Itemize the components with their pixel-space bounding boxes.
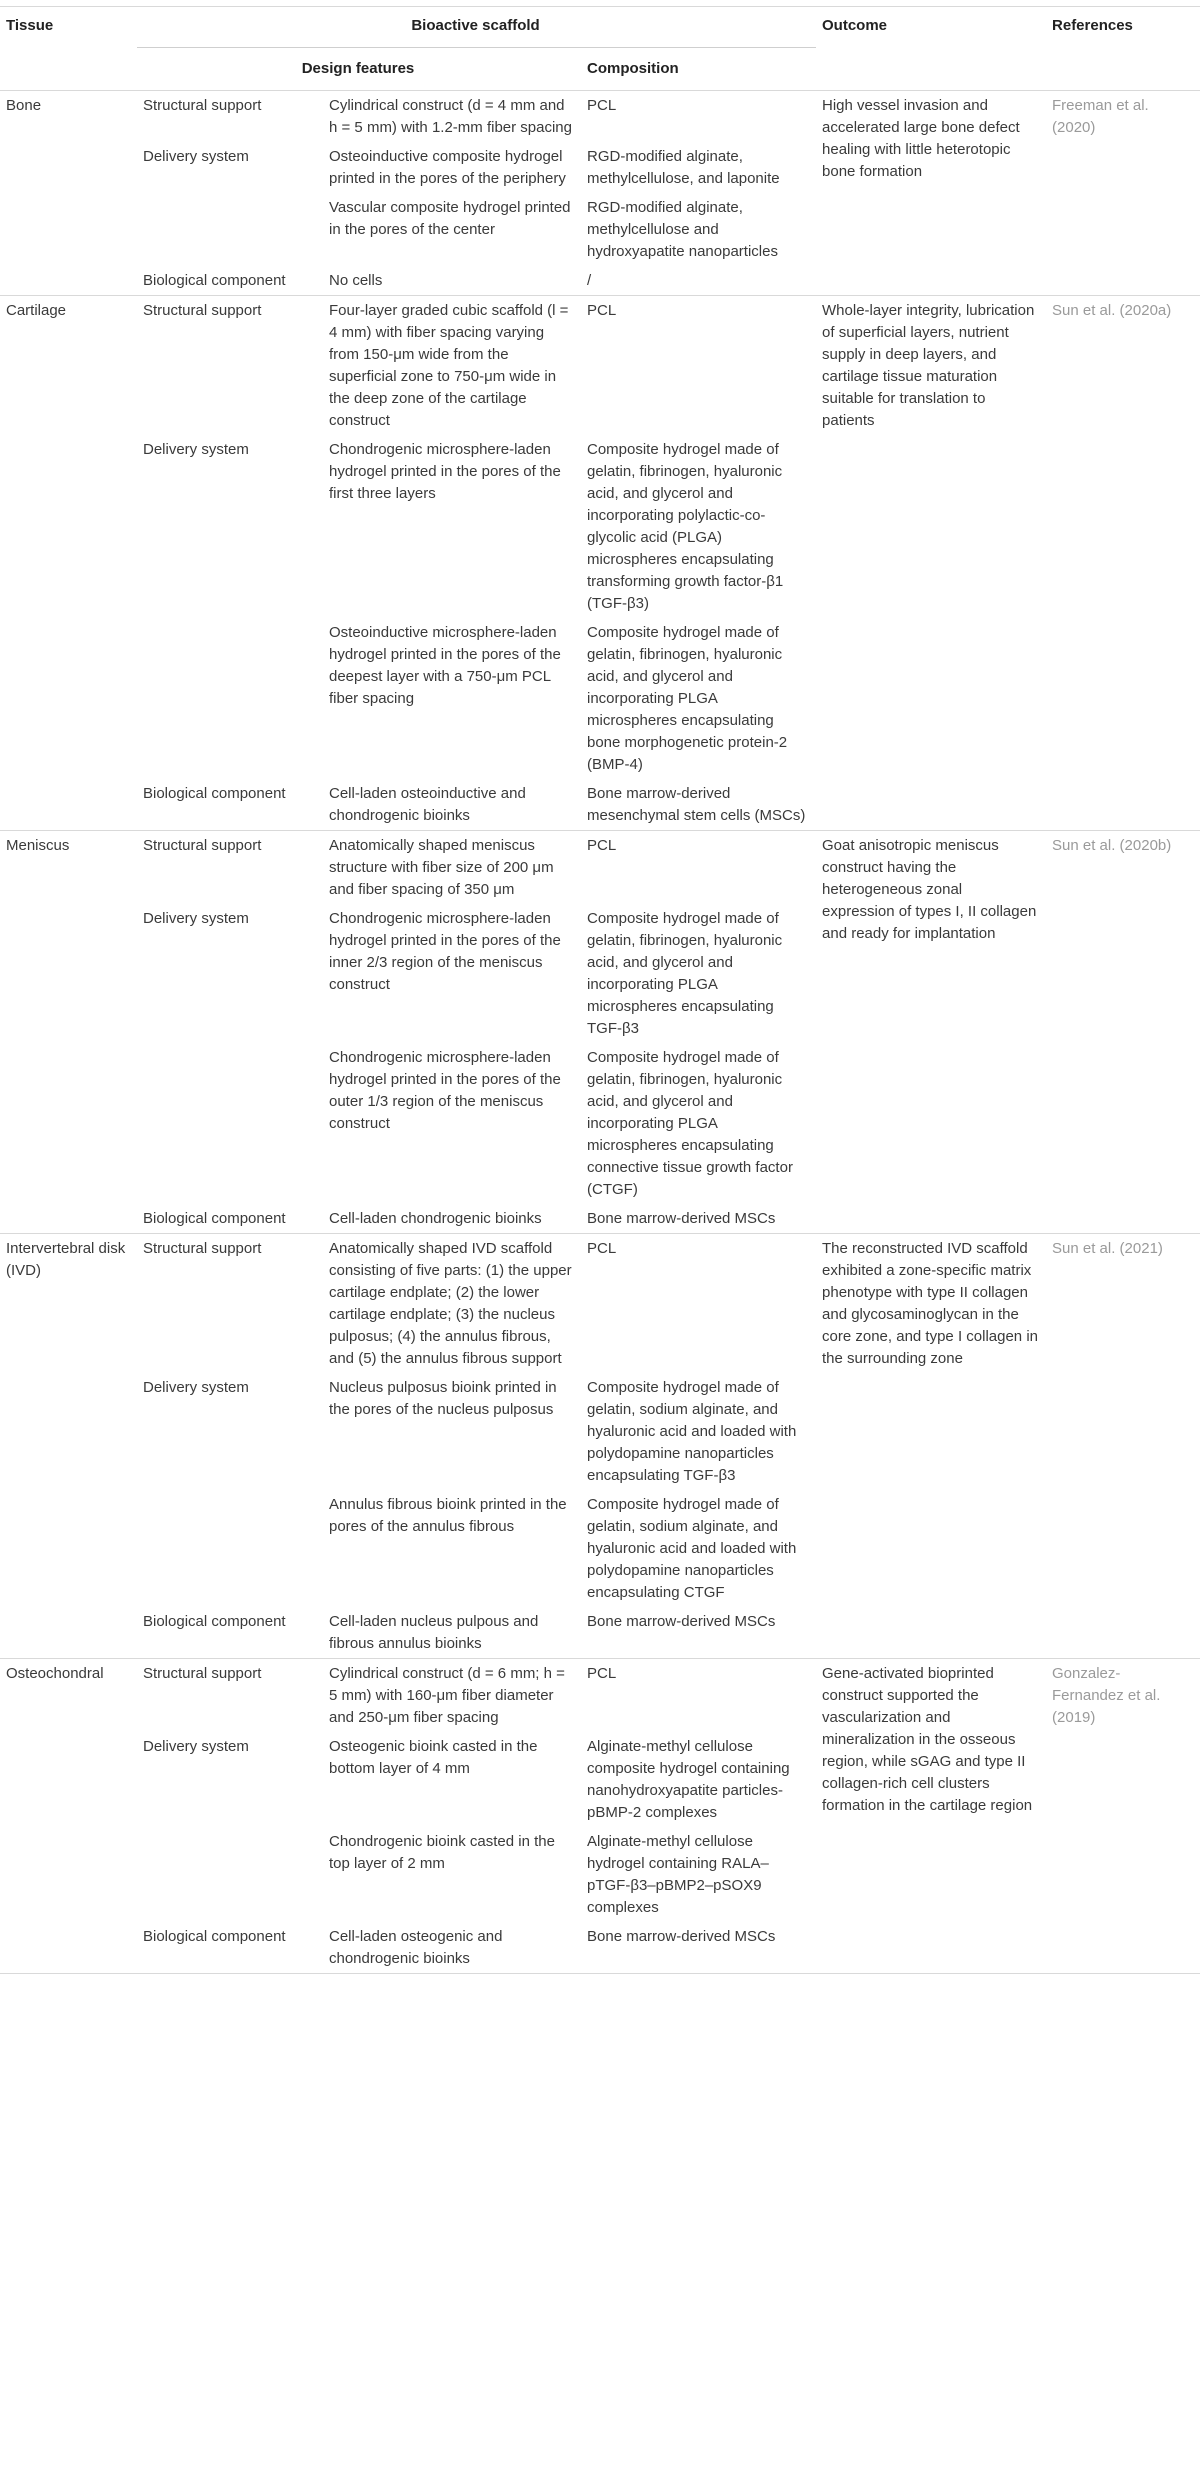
category-cell: Biological component <box>143 272 286 289</box>
design-cell: Nucleus pulposus bioink printed in the pores of the nucleus pulposus <box>329 1379 557 1418</box>
tissue-group-ivd <box>0 1234 1200 1659</box>
composition-cell: Composite hydrogel made of gelatin, fibrinogen, hyaluronic acid, and glycerol and incorporating polylactic-co-glycolic acid (PLGA) microspheres encapsulating transforming growth factor-β1 (TGF-β3) <box>587 441 784 612</box>
tissue-cell: Cartilage <box>0 296 137 831</box>
category-cell <box>137 1827 323 1922</box>
outcome-cell: Whole-layer integrity, lubrication of superficial layers, nutrient supply in deep layers, and cartilage tissue maturation suitable for translation to patients <box>816 296 1046 831</box>
outcome-cell: Gene-activated bioprinted construct supported the vascularization and mineralization in the osseous region, while sGAG and type II collagen-rich cell clusters formation in the cartilage region <box>816 1659 1046 1974</box>
category-cell: Structural support <box>137 831 323 905</box>
design-cell: Osteoinductive microsphere-laden hydrogel printed in the pores of the deepest layer with a 750-μm PCL fiber spacing <box>329 624 561 707</box>
reference-link[interactable]: Sun et al. (2020b) <box>1046 831 1200 1234</box>
composition-cell: PCL <box>581 1659 816 1733</box>
composition-cell: Composite hydrogel made of gelatin, sodium alginate, and hyaluronic acid and loaded with polydopamine nanoparticles encapsulating CTGF <box>587 1496 797 1601</box>
composition-cell: Bone marrow-derived MSCs <box>587 1210 776 1227</box>
reference-link[interactable]: Freeman et al. (2020) <box>1046 91 1200 296</box>
category-cell <box>137 1043 323 1204</box>
composition-cell: PCL <box>581 1234 816 1374</box>
category-cell: Delivery system <box>143 148 249 165</box>
table-row <box>0 1234 1200 1374</box>
composition-cell: Alginate-methyl cellulose composite hydrogel containing nanohydroxyapatite particles-pBMP-2 complexes <box>587 1738 790 1821</box>
composition-cell: Composite hydrogel made of gelatin, fibrinogen, hyaluronic acid, and glycerol and incorporating PLGA microspheres encapsulating TGF-β3 <box>587 910 783 1037</box>
header-composition: Composition <box>581 48 816 91</box>
design-cell: Cell-laden chondrogenic bioinks <box>329 1210 542 1227</box>
composition-cell: Bone marrow-derived MSCs <box>587 1928 776 1945</box>
tissue-group-bone <box>0 91 1200 296</box>
category-cell: Delivery system <box>143 1738 249 1755</box>
composition-cell: PCL <box>581 296 816 436</box>
category-cell: Biological component <box>143 1928 286 1945</box>
tissue-group-meniscus <box>0 831 1200 1234</box>
reference-link[interactable]: Gonzalez-Fernandez et al. (2019) <box>1046 1659 1200 1974</box>
composition-cell: Bone marrow-derived MSCs <box>587 1613 776 1630</box>
design-cell: Chondrogenic microsphere-laden hydrogel printed in the pores of the outer 1/3 region of the meniscus construct <box>329 1049 561 1132</box>
category-cell: Biological component <box>143 1613 286 1630</box>
tissue-cell: Meniscus <box>0 831 137 1234</box>
header-outcome: Outcome <box>816 7 1046 91</box>
outcome-cell: Goat anisotropic meniscus construct having the heterogeneous zonal expression of types I, II collagen and ready for implantation <box>816 831 1046 1234</box>
composition-cell: PCL <box>581 831 816 905</box>
category-cell: Delivery system <box>143 1379 249 1396</box>
reference-link[interactable]: Sun et al. (2020a) <box>1046 296 1200 831</box>
design-cell: Osteoinductive composite hydrogel printed in the pores of the periphery <box>329 148 566 187</box>
category-cell: Biological component <box>143 1210 286 1227</box>
table-row <box>0 831 1200 905</box>
design-cell: No cells <box>329 272 383 289</box>
composition-cell: Alginate-methyl cellulose hydrogel containing RALA–pTGF-β3–pBMP2–pSOX9 complexes <box>587 1833 769 1916</box>
composition-cell: RGD-modified alginate, methylcellulose and hydroxyapatite nanoparticles <box>587 199 778 260</box>
tissue-cell: Intervertebral disk (IVD) <box>0 1234 137 1659</box>
header-bioactive-scaffold: Bioactive scaffold <box>137 7 816 48</box>
header-tissue: Tissue <box>0 7 137 91</box>
category-cell: Delivery system <box>143 910 249 927</box>
header-design-features: Design features <box>137 48 581 91</box>
design-cell: Cylindrical construct (d = 6 mm; h = 5 mm) with 160-μm fiber diameter and 250-μm fiber spacing <box>323 1659 581 1733</box>
table-row <box>0 296 1200 436</box>
design-cell: Anatomically shaped IVD scaffold consisting of five parts: (1) the upper cartilage endplate; (2) the lower cartilage endplate; (3) the nucleus pulposus; (4) the annulus fibrous, and (5) the annulus fibrous support <box>323 1234 581 1374</box>
outcome-cell: High vessel invasion and accelerated large bone defect healing with little heterotopic bone formation <box>816 91 1046 296</box>
design-cell: Cell-laden osteogenic and chondrogenic bioinks <box>329 1928 503 1967</box>
category-cell: Structural support <box>137 296 323 436</box>
design-cell: Chondrogenic microsphere-laden hydrogel printed in the pores of the first three layers <box>329 441 561 502</box>
composition-cell: PCL <box>581 91 816 143</box>
category-cell: Structural support <box>137 1659 323 1733</box>
composition-cell: Composite hydrogel made of gelatin, sodium alginate, and hyaluronic acid and loaded with polydopamine nanoparticles encapsulating TGF-β3 <box>587 1379 797 1484</box>
reference-link[interactable]: Sun et al. (2021) <box>1046 1234 1200 1659</box>
tissue-cell: Bone <box>0 91 137 296</box>
tissue-group-cartilage <box>0 296 1200 831</box>
category-cell <box>137 618 323 779</box>
tissue-group-osteochondral <box>0 1659 1200 1974</box>
design-cell: Osteogenic bioink casted in the bottom layer of 4 mm <box>329 1738 538 1777</box>
table-row <box>0 91 1200 143</box>
category-cell <box>137 193 323 266</box>
design-cell: Cylindrical construct (d = 4 mm and h = 5 mm) with 1.2-mm fiber spacing <box>323 91 581 143</box>
design-cell: Chondrogenic microsphere-laden hydrogel printed in the pores of the inner 2/3 region of the meniscus construct <box>329 910 561 993</box>
design-cell: Cell-laden nucleus pulpous and fibrous annulus bioinks <box>329 1613 539 1652</box>
design-cell: Chondrogenic bioink casted in the top layer of 2 mm <box>329 1833 555 1872</box>
category-cell <box>137 1490 323 1607</box>
header-references: References <box>1046 7 1200 91</box>
composition-cell: Bone marrow-derived mesenchymal stem cells (MSCs) <box>587 785 806 824</box>
composition-cell: Composite hydrogel made of gelatin, fibrinogen, hyaluronic acid, and glycerol and incorporating PLGA microspheres encapsulating connective tissue growth factor (CTGF) <box>587 1049 793 1198</box>
design-cell: Four-layer graded cubic scaffold (l = 4 mm) with fiber spacing varying from 150-μm wide from the superficial zone to 750-μm wide in the deep zone of the cartilage construct <box>323 296 581 436</box>
design-cell: Vascular composite hydrogel printed in the pores of the center <box>329 199 571 238</box>
design-cell: Anatomically shaped meniscus structure with fiber size of 200 μm and fiber spacing of 350 μm <box>323 831 581 905</box>
category-cell: Delivery system <box>143 441 249 458</box>
outcome-cell: The reconstructed IVD scaffold exhibited a zone-specific matrix phenotype with type II collagen and glycosaminoglycan in the core zone, and type I collagen in the surrounding zone <box>816 1234 1046 1659</box>
scaffold-table <box>0 6 1200 1974</box>
composition-cell: / <box>587 272 592 289</box>
category-cell: Structural support <box>137 91 323 143</box>
design-cell: Annulus fibrous bioink printed in the pores of the annulus fibrous <box>329 1496 567 1535</box>
category-cell: Biological component <box>143 785 286 802</box>
composition-cell: RGD-modified alginate, methylcellulose, and laponite <box>587 148 780 187</box>
table-row <box>0 1659 1200 1733</box>
category-cell: Structural support <box>137 1234 323 1374</box>
tissue-cell: Osteochondral <box>0 1659 137 1974</box>
design-cell: Cell-laden osteoinductive and chondrogenic bioinks <box>329 785 526 824</box>
composition-cell: Composite hydrogel made of gelatin, fibrinogen, hyaluronic acid, and glycerol and incorporating PLGA microspheres encapsulating bone morphogenetic protein-2 (BMP-4) <box>587 624 788 773</box>
